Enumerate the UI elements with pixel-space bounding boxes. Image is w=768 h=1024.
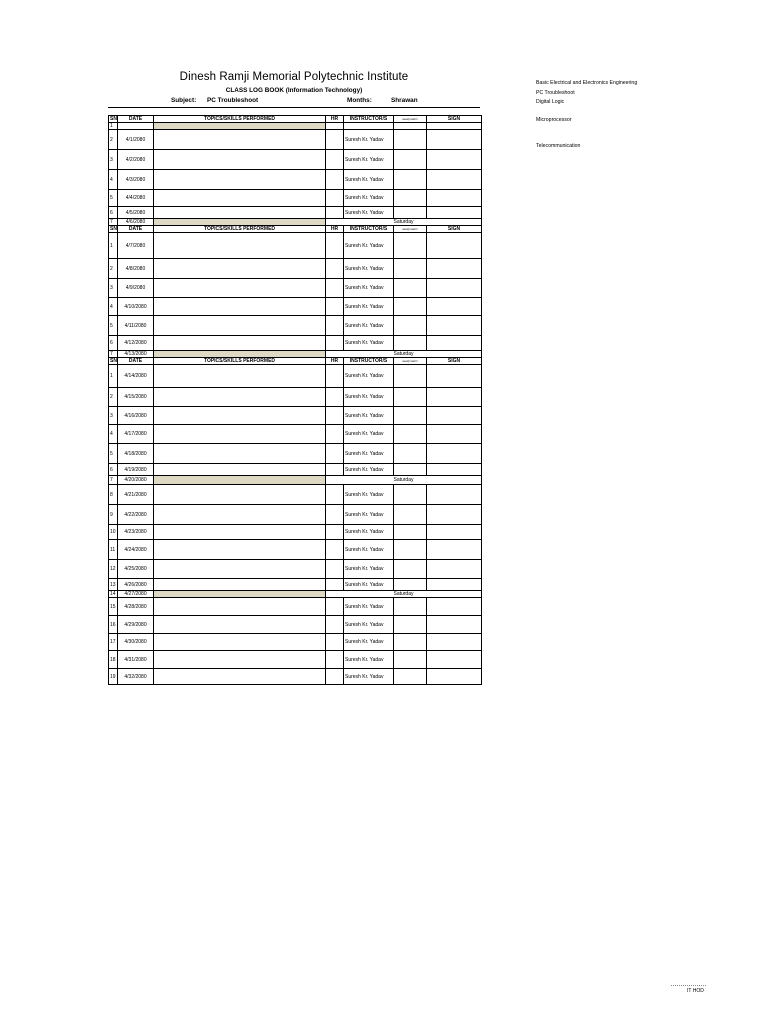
row-sign-cell — [427, 170, 482, 190]
subject-list-item: PC Troubleshoot — [536, 90, 575, 96]
row-topics-cell — [154, 425, 326, 444]
row-sign-cell — [427, 560, 482, 579]
row-weekly-total-cell — [394, 485, 427, 505]
row-topics-cell — [154, 476, 326, 485]
log-row — [109, 365, 482, 388]
row-instructor: Suresh Kr. Yadav — [344, 365, 394, 388]
row-hours-cell — [326, 444, 344, 464]
row-hours-cell — [326, 560, 344, 579]
log-row — [109, 579, 482, 591]
log-row — [109, 525, 482, 540]
row-weekly-total-cell — [394, 464, 427, 476]
column-header-topics: TOPICS/SKILLS PERFORMED — [154, 358, 326, 365]
row-topics-cell — [154, 598, 326, 616]
log-row — [109, 336, 482, 351]
column-header-hr: HR — [326, 358, 344, 365]
row-instructor: Suresh Kr. Yadav — [344, 190, 394, 207]
row-hours-cell — [326, 316, 344, 336]
row-date: 4/5/2080 — [118, 207, 154, 219]
row-topics-cell — [154, 634, 326, 651]
logbook-title: CLASS LOG BOOK (Information Technology) — [225, 87, 363, 94]
row-topics-cell — [154, 591, 326, 598]
log-row — [109, 464, 482, 476]
institute-name: Dinesh Ramji Memorial Polytechnic Institute — [179, 71, 409, 83]
row-weekly-total-cell — [394, 407, 427, 425]
row-weekly-total-cell — [394, 669, 427, 685]
row-serial-number: 6 — [109, 464, 118, 476]
row-topics-cell — [154, 464, 326, 476]
row-serial-number: 13 — [109, 579, 118, 591]
row-hours-cell — [326, 485, 344, 505]
row-hours-cell — [326, 540, 344, 560]
row-weekly-total-cell — [394, 598, 427, 616]
log-row — [109, 476, 482, 485]
row-date: 4/4/2080 — [118, 190, 154, 207]
row-weekly-total-cell — [394, 123, 427, 130]
row-weekly-total-cell — [394, 207, 427, 219]
column-header-hr: HR — [326, 226, 344, 233]
row-date: 4/23/2080 — [118, 525, 154, 540]
row-date: 4/2/2080 — [118, 150, 154, 170]
row-sign-cell — [427, 505, 482, 525]
column-header-weekly-total: weekly total hr — [394, 226, 427, 233]
log-row — [109, 150, 482, 170]
row-date: 4/22/2080 — [118, 505, 154, 525]
row-serial-number: 17 — [109, 634, 118, 651]
table-header-row — [109, 226, 482, 233]
row-serial-number: 5 — [109, 444, 118, 464]
log-row — [109, 233, 482, 259]
row-hours-cell — [326, 130, 344, 150]
row-instructor: Suresh Kr. Yadav — [344, 259, 394, 279]
row-instructor: Suresh Kr. Yadav — [344, 388, 394, 407]
row-serial-number: 6 — [109, 207, 118, 219]
log-row — [109, 591, 482, 598]
row-hours-cell — [326, 407, 344, 425]
row-date: 4/32/2080 — [118, 669, 154, 685]
row-weekly-total-cell — [394, 634, 427, 651]
row-serial-number: 7 — [109, 219, 118, 226]
row-topics-cell — [154, 365, 326, 388]
column-header-sn: SN — [110, 226, 117, 232]
row-instructor: Suresh Kr. Yadav — [344, 279, 394, 298]
subject-list-item: Basic Electrical and Electronics Engineering — [536, 80, 638, 86]
row-instructor: Suresh Kr. Yadav — [344, 464, 394, 476]
log-row — [109, 616, 482, 634]
row-weekly-total-cell — [394, 130, 427, 150]
log-row — [109, 540, 482, 560]
row-weekly-total-cell — [394, 579, 427, 591]
row-weekly-total-cell — [394, 444, 427, 464]
row-weekly-total-cell — [394, 525, 427, 540]
subject-value: PC Troubleshoot — [207, 97, 259, 104]
row-date: 4/18/2080 — [118, 444, 154, 464]
row-topics-cell — [154, 485, 326, 505]
row-sign-cell — [427, 669, 482, 685]
row-instructor: Suresh Kr. Yadav — [344, 669, 394, 685]
log-row — [109, 130, 482, 150]
row-instructor: Suresh Kr. Yadav — [344, 616, 394, 634]
row-hours-cell — [326, 170, 344, 190]
row-instructor: Suresh Kr. Yadav — [344, 560, 394, 579]
row-instructor: Suresh Kr. Yadav — [344, 425, 394, 444]
row-topics-cell — [154, 444, 326, 464]
row-date: 4/31/2080 — [118, 651, 154, 669]
row-hours-cell — [326, 279, 344, 298]
row-hours-cell — [326, 464, 344, 476]
column-header-topics: TOPICS/SKILLS PERFORMED — [154, 116, 326, 123]
row-sign-cell — [427, 190, 482, 207]
row-date: 4/24/2080 — [118, 540, 154, 560]
row-weekly-total-cell — [394, 150, 427, 170]
row-instructor: Suresh Kr. Yadav — [344, 150, 394, 170]
table-header-row — [109, 358, 482, 365]
row-date: 4/21/2080 — [118, 485, 154, 505]
row-sign-cell — [427, 616, 482, 634]
row-topics-cell — [154, 130, 326, 150]
row-topics-cell — [154, 407, 326, 425]
row-topics-cell — [154, 651, 326, 669]
subject-list-item: Digital Logic — [536, 99, 565, 105]
row-serial-number: 2 — [109, 388, 118, 407]
row-topics-cell — [154, 207, 326, 219]
row-instructor: Suresh Kr. Yadav — [344, 336, 394, 351]
row-hours-cell — [326, 505, 344, 525]
row-instructor — [344, 123, 394, 130]
row-instructor: Suresh Kr. Yadav — [344, 540, 394, 560]
row-date: 4/30/2080 — [118, 634, 154, 651]
row-sign-cell — [427, 598, 482, 616]
row-serial-number: 2 — [109, 130, 118, 150]
column-header-sign: SIGN — [427, 226, 482, 233]
log-row — [109, 634, 482, 651]
row-hours-cell — [326, 651, 344, 669]
row-date: 4/19/2080 — [118, 464, 154, 476]
column-header-instructor: INSTRUCTOR/S — [344, 358, 394, 365]
row-hours-cell — [326, 425, 344, 444]
signature-line — [671, 985, 706, 986]
row-instructor: Suresh Kr. Yadav — [344, 505, 394, 525]
hod-signature-label: IT HOD — [687, 988, 704, 994]
row-instructor: Suresh Kr. Yadav — [344, 130, 394, 150]
row-topics-cell — [154, 190, 326, 207]
log-row — [109, 316, 482, 336]
row-date: 4/9/2080 — [118, 279, 154, 298]
row-sign-cell — [427, 444, 482, 464]
row-hours-cell — [326, 388, 344, 407]
row-serial-number: 8 — [109, 485, 118, 505]
log-row — [109, 425, 482, 444]
row-topics-cell — [154, 669, 326, 685]
column-header-weekly-total: weekly total hr — [394, 116, 427, 123]
month-label: Months: — [347, 97, 372, 104]
log-row — [109, 298, 482, 316]
row-weekly-total-cell — [394, 316, 427, 336]
column-header-sign: SIGN — [427, 358, 482, 365]
row-hours-cell — [326, 634, 344, 651]
row-weekly-total-cell — [394, 505, 427, 525]
row-serial-number: 12 — [109, 560, 118, 579]
row-date: 4/8/2080 — [118, 259, 154, 279]
row-serial-number: 3 — [109, 279, 118, 298]
row-date: 4/27/2080 — [118, 591, 154, 598]
column-header-sn: SN — [110, 358, 117, 364]
row-date: 4/14/2080 — [118, 365, 154, 388]
row-instructor: Suresh Kr. Yadav — [344, 485, 394, 505]
row-topics-cell — [154, 150, 326, 170]
row-topics-cell — [154, 279, 326, 298]
row-weekly-total-cell — [394, 560, 427, 579]
row-topics-cell — [154, 298, 326, 316]
row-hours-cell — [326, 123, 344, 130]
row-date: 4/12/2080 — [118, 336, 154, 351]
row-date: 4/3/2080 — [118, 170, 154, 190]
row-sign-cell — [427, 336, 482, 351]
row-topics-cell — [154, 525, 326, 540]
row-hours-cell — [326, 579, 344, 591]
row-serial-number: 5 — [109, 190, 118, 207]
row-sign-cell — [427, 464, 482, 476]
row-date: 4/28/2080 — [118, 598, 154, 616]
row-date: 4/17/2080 — [118, 425, 154, 444]
row-weekly-total-cell — [394, 388, 427, 407]
holiday-note: Saturday — [326, 351, 482, 358]
row-date: 4/20/2080 — [118, 476, 154, 485]
row-sign-cell — [427, 634, 482, 651]
row-hours-cell — [326, 365, 344, 388]
row-sign-cell — [427, 388, 482, 407]
row-hours-cell — [326, 616, 344, 634]
row-hours-cell — [326, 259, 344, 279]
row-sign-cell — [427, 279, 482, 298]
row-topics-cell — [154, 540, 326, 560]
row-sign-cell — [427, 130, 482, 150]
row-serial-number: 1 — [109, 233, 118, 259]
row-sign-cell — [427, 207, 482, 219]
row-instructor: Suresh Kr. Yadav — [344, 298, 394, 316]
row-weekly-total-cell — [394, 425, 427, 444]
log-row — [109, 505, 482, 525]
row-date: 4/10/2080 — [118, 298, 154, 316]
log-row — [109, 351, 482, 358]
row-sign-cell — [427, 425, 482, 444]
column-header-instructor: INSTRUCTOR/S — [344, 226, 394, 233]
row-serial-number: 18 — [109, 651, 118, 669]
column-header-date: DATE — [118, 226, 154, 233]
row-hours-cell — [326, 207, 344, 219]
row-weekly-total-cell — [394, 651, 427, 669]
row-date: 4/1/2080 — [118, 130, 154, 150]
row-date: 4/7/2080 — [118, 233, 154, 259]
row-sign-cell — [427, 316, 482, 336]
row-topics-cell — [154, 388, 326, 407]
row-sign-cell — [427, 485, 482, 505]
row-instructor: Suresh Kr. Yadav — [344, 525, 394, 540]
row-serial-number: 3 — [109, 407, 118, 425]
column-header-hr: HR — [326, 116, 344, 123]
row-weekly-total-cell — [394, 259, 427, 279]
row-serial-number: 10 — [109, 525, 118, 540]
holiday-note: Saturday — [326, 476, 482, 485]
log-row — [109, 259, 482, 279]
row-weekly-total-cell — [394, 616, 427, 634]
row-weekly-total-cell — [394, 540, 427, 560]
row-topics-cell — [154, 123, 326, 130]
row-date — [118, 123, 154, 130]
row-serial-number: 11 — [109, 540, 118, 560]
row-serial-number: 2 — [109, 259, 118, 279]
holiday-note: Saturday — [326, 219, 482, 226]
row-sign-cell — [427, 525, 482, 540]
row-topics-cell — [154, 351, 326, 358]
log-row — [109, 279, 482, 298]
log-table-body — [109, 116, 482, 685]
row-sign-cell — [427, 407, 482, 425]
row-weekly-total-cell — [394, 190, 427, 207]
row-serial-number: 15 — [109, 598, 118, 616]
row-serial-number: 4 — [109, 425, 118, 444]
row-serial-number: 7 — [109, 476, 118, 485]
row-instructor: Suresh Kr. Yadav — [344, 579, 394, 591]
column-header-sn: SN — [110, 116, 117, 122]
row-instructor: Suresh Kr. Yadav — [344, 233, 394, 259]
row-date: 4/16/2080 — [118, 407, 154, 425]
row-date: 4/26/2080 — [118, 579, 154, 591]
row-date: 4/11/2080 — [118, 316, 154, 336]
row-sign-cell — [427, 298, 482, 316]
log-row — [109, 123, 482, 130]
row-date: 4/29/2080 — [118, 616, 154, 634]
row-serial-number: 16 — [109, 616, 118, 634]
row-sign-cell — [427, 365, 482, 388]
log-row — [109, 669, 482, 685]
row-hours-cell — [326, 669, 344, 685]
row-topics-cell — [154, 170, 326, 190]
column-header-topics: TOPICS/SKILLS PERFORMED — [154, 226, 326, 233]
log-row — [109, 190, 482, 207]
row-topics-cell — [154, 505, 326, 525]
column-header-date: DATE — [118, 116, 154, 123]
row-serial-number: 3 — [109, 150, 118, 170]
log-row — [109, 485, 482, 505]
row-topics-cell — [154, 579, 326, 591]
row-hours-cell — [326, 150, 344, 170]
log-row — [109, 444, 482, 464]
row-sign-cell — [427, 579, 482, 591]
row-sign-cell — [427, 233, 482, 259]
row-topics-cell — [154, 233, 326, 259]
row-hours-cell — [326, 298, 344, 316]
row-weekly-total-cell — [394, 336, 427, 351]
row-topics-cell — [154, 316, 326, 336]
row-hours-cell — [326, 598, 344, 616]
log-row — [109, 560, 482, 579]
row-hours-cell — [326, 525, 344, 540]
row-weekly-total-cell — [394, 279, 427, 298]
log-row — [109, 170, 482, 190]
row-serial-number: 6 — [109, 336, 118, 351]
row-date: 4/6/2080 — [118, 219, 154, 226]
row-instructor: Suresh Kr. Yadav — [344, 634, 394, 651]
row-date: 4/25/2080 — [118, 560, 154, 579]
row-hours-cell — [326, 233, 344, 259]
column-header-weekly-total: weekly total hr — [394, 358, 427, 365]
log-row — [109, 651, 482, 669]
holiday-note: Saturday — [326, 591, 482, 598]
row-serial-number: 9 — [109, 505, 118, 525]
subject-label: Subject: — [171, 97, 197, 104]
row-hours-cell — [326, 336, 344, 351]
row-instructor: Suresh Kr. Yadav — [344, 207, 394, 219]
row-serial-number: 14 — [110, 591, 116, 597]
row-instructor: Suresh Kr. Yadav — [344, 598, 394, 616]
log-row — [109, 219, 482, 226]
row-weekly-total-cell — [394, 298, 427, 316]
row-weekly-total-cell — [394, 365, 427, 388]
subject-list-item: Telecommunication — [536, 143, 581, 149]
row-weekly-total-cell — [394, 170, 427, 190]
table-header-row — [109, 116, 482, 123]
row-date: 4/15/2080 — [118, 388, 154, 407]
row-instructor: Suresh Kr. Yadav — [344, 407, 394, 425]
row-topics-cell — [154, 616, 326, 634]
subject-list-item: Microprocessor — [536, 117, 572, 123]
row-hours-cell — [326, 190, 344, 207]
row-topics-cell — [154, 259, 326, 279]
row-serial-number: 7 — [109, 351, 118, 358]
column-header-date: DATE — [118, 358, 154, 365]
row-instructor: Suresh Kr. Yadav — [344, 651, 394, 669]
row-serial-number: 4 — [109, 170, 118, 190]
column-header-instructor: INSTRUCTOR/S — [344, 116, 394, 123]
header-divider — [108, 107, 480, 108]
row-serial-number: 5 — [109, 316, 118, 336]
row-topics-cell — [154, 219, 326, 226]
row-topics-cell — [154, 336, 326, 351]
row-sign-cell — [427, 259, 482, 279]
row-sign-cell — [427, 540, 482, 560]
class-log-table — [108, 115, 482, 685]
row-serial-number: 1 — [109, 365, 118, 388]
row-date: 4/13/2080 — [118, 351, 154, 358]
row-instructor: Suresh Kr. Yadav — [344, 170, 394, 190]
row-instructor: Suresh Kr. Yadav — [344, 316, 394, 336]
row-instructor: Suresh Kr. Yadav — [344, 444, 394, 464]
row-sign-cell — [427, 150, 482, 170]
log-row — [109, 407, 482, 425]
log-row — [109, 388, 482, 407]
row-serial-number: 19 — [109, 669, 118, 685]
row-serial-number: 1 — [109, 123, 118, 130]
log-row — [109, 598, 482, 616]
row-serial-number: 4 — [109, 298, 118, 316]
row-sign-cell — [427, 651, 482, 669]
log-row — [109, 207, 482, 219]
column-header-sign: SIGN — [427, 116, 482, 123]
row-topics-cell — [154, 560, 326, 579]
row-sign-cell — [427, 123, 482, 130]
row-weekly-total-cell — [394, 233, 427, 259]
month-value: Shrawan — [391, 97, 418, 104]
